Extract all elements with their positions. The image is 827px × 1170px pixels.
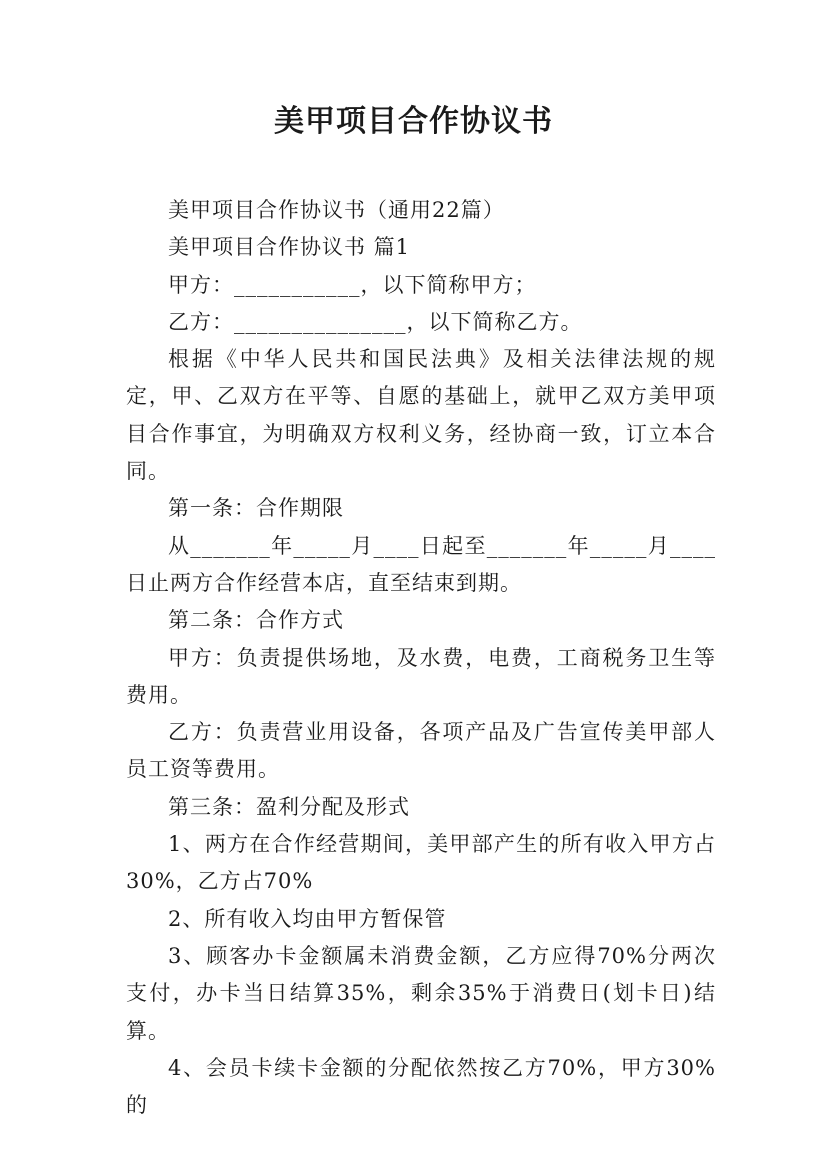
paragraph-article-3-heading: 第三条：盈利分配及形式 [168, 794, 410, 819]
paragraph-subtitle: 美甲项目合作协议书（通用22篇） [168, 198, 505, 222]
paragraph-article-1-heading: 第一条：合作期限 [168, 496, 344, 521]
paragraph-article-2-party-b: 乙方：负责营业用设备，各项产品及广告宣传美甲部人员工资等费用。 [126, 720, 716, 782]
paragraph-article-2-party-a: 甲方：负责提供场地，及水费，电费，工商税务卫生等费用。 [126, 645, 716, 707]
paragraph-article-1-body: 从_______年_____月____日起至_______年_____月____日止两方合作经营本店，直至结束到期。 [126, 533, 716, 595]
paragraph-section-heading: 美甲项目合作协议书 篇1 [168, 235, 411, 260]
document-title: 美甲项目合作协议书 [274, 104, 553, 139]
paragraph-party-a: 甲方：___________，以下简称甲方； [168, 272, 537, 297]
paragraph-preamble: 根据《中华人民共和国民法典》及相关法律法规的规定，甲、乙双方在平等、自愿的基础上，就甲乙双方美甲项目合作事宜，为明确双方权利义务，经协商一致，订立本合同。 [126, 347, 716, 484]
paragraph-party-b: 乙方：_______________，以下简称乙方。 [168, 309, 583, 334]
paragraph-article-3-item-4: 4、会员卡续卡金额的分配依然按乙方70%，甲方30%的 [126, 1055, 716, 1118]
paragraph-article-3-item-2: 2、所有收入均由甲方暂保管 [168, 906, 447, 931]
document-body [126, 192, 716, 1124]
paragraph-article-3-item-1: 1、两方在合作经营期间，美甲部产生的所有收入甲方占30%，乙方占70% [126, 832, 716, 894]
paragraph-article-2-heading: 第二条：合作方式 [168, 608, 344, 633]
paragraph-article-3-item-3: 3、顾客办卡金额属未消费金额，乙方应得70%分两次支付，办卡当日结算35%，剩余35%于消费日(划卡日)结算。 [126, 943, 716, 1043]
